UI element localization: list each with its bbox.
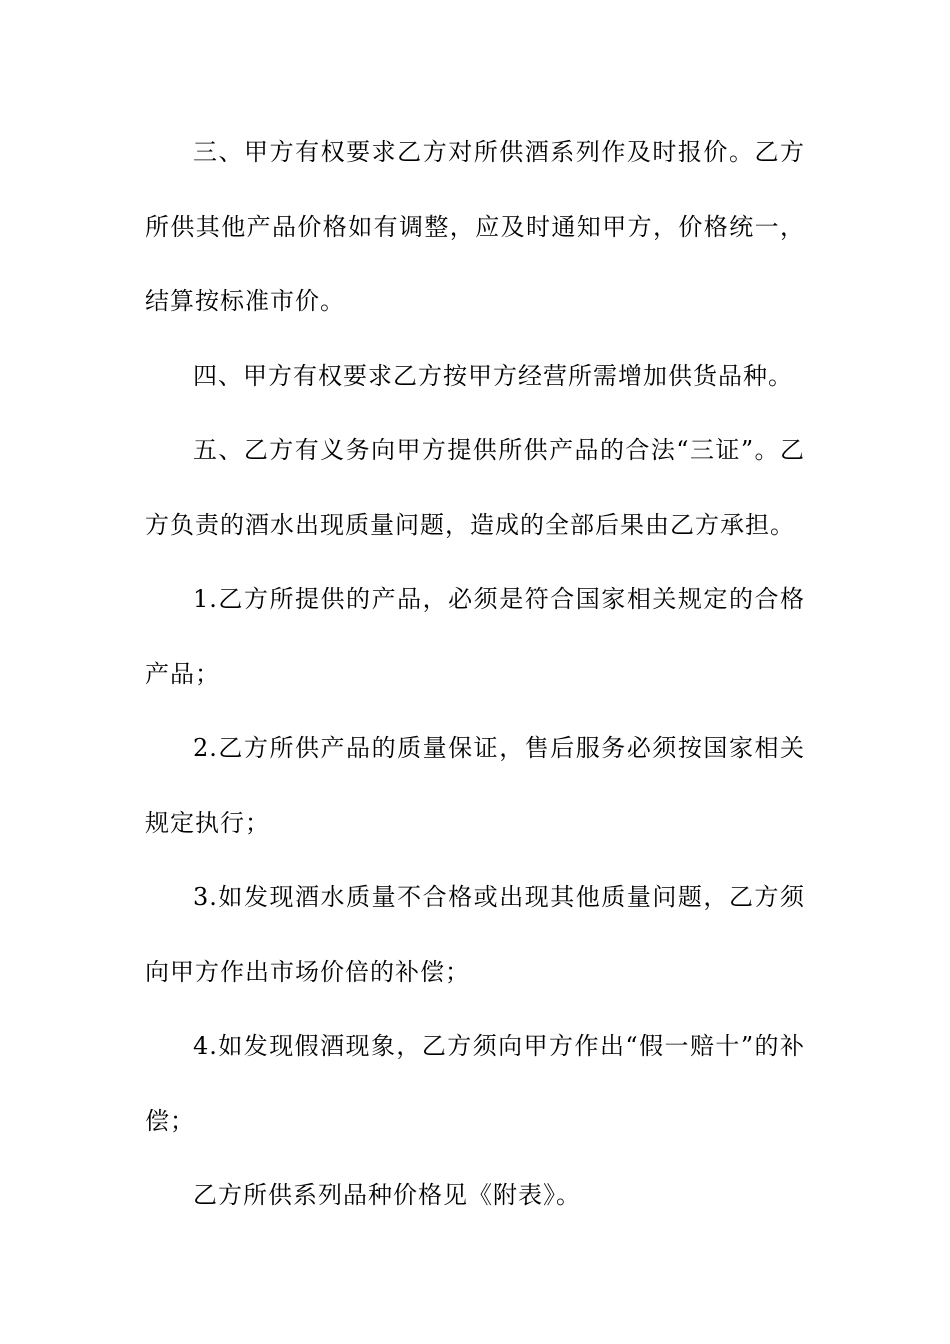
clause-four-paragraph: 四、甲方有权要求乙方按甲方经营所需增加供货品种。 <box>193 361 793 390</box>
clause-three-paragraph: 三、甲方有权要求乙方对所供酒系列作及时报价。乙方所供其他产品价格如有调整，应及时通知甲方，价格统一，结算按标准市价。 <box>145 138 805 315</box>
item-three-paragraph: 3.如发现酒水质量不合格或出现其他质量问题，乙方须向甲方作出市场价倍的补偿； <box>145 883 805 986</box>
clause-five-paragraph: 五、乙方有义务向甲方提供所供产品的合法“三证”。乙方负责的酒水出现质量问题，造成的全部后果由乙方承担。 <box>145 436 805 539</box>
item-two-paragraph: 2.乙方所供产品的质量保证，售后服务必须按国家相关规定执行； <box>145 734 805 837</box>
item-four-paragraph: 4.如发现假酒现象，乙方须向甲方作出“假一赔十”的补偿； <box>145 1032 805 1135</box>
item-one-paragraph: 1.乙方所提供的产品，必须是符合国家相关规定的合格产品； <box>145 585 805 688</box>
price-list-reference-paragraph: 乙方所供系列品种价格见《附表》。 <box>193 1181 581 1209</box>
document-body <box>0 115 950 1233</box>
